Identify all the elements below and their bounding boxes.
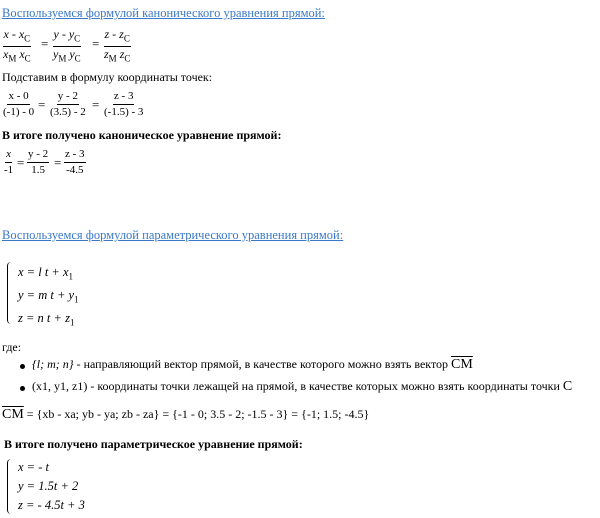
- parametric-result-heading: В итоге получено параметрическое уравнение прямой:: [4, 437, 303, 451]
- denominator-a: x: [3, 47, 9, 62]
- denominator-b: z: [119, 47, 125, 62]
- vector-computation: [2, 407, 369, 423]
- numerator: z - z: [104, 27, 124, 41]
- equals-sign: =: [17, 155, 25, 170]
- system-brace: [7, 262, 14, 324]
- denominator-a: y: [53, 47, 59, 62]
- bullet-math: (x1, y1, z1): [32, 379, 88, 393]
- subscript: 1: [68, 271, 74, 282]
- denominator: (3.5) - 2: [50, 106, 86, 118]
- denominator: (-1) - 0: [3, 106, 35, 118]
- canonical-fraction-z: [103, 28, 131, 66]
- substitute-text: Подставим в формулу координаты точек:: [2, 70, 213, 84]
- vector-cm-label: $\overline{CM}$: [451, 357, 473, 372]
- subscript: M: [58, 53, 67, 64]
- result-fraction-x: [3, 148, 14, 177]
- parametric-formula-link[interactable]: Воспользуемся формулой параметрического уравнения прямой:: [2, 228, 344, 242]
- equals-sign: =: [54, 155, 62, 170]
- system-text: y = m t + y: [18, 288, 75, 302]
- point-c-label: C: [562, 379, 573, 394]
- system-text: x = l t + x: [18, 265, 69, 279]
- denominator-b: x: [19, 47, 25, 62]
- system-line-z: [18, 311, 74, 328]
- bullet-point-coords: [32, 379, 572, 395]
- subscript: C: [24, 33, 31, 44]
- subscript: C: [123, 33, 130, 44]
- subst-fraction-y: [49, 90, 87, 119]
- subscript: M: [108, 53, 117, 64]
- where-label: где:: [2, 340, 22, 354]
- result-line-y: y = 1.5t + 2: [18, 479, 79, 493]
- denominator: -4.5: [66, 164, 84, 176]
- bullet-text: - направляющий вектор прямой, в качестве которого можно взять вектор: [73, 357, 452, 371]
- numerator: y - 2: [27, 148, 49, 163]
- equals-sign: =: [38, 97, 46, 112]
- numerator: x: [5, 148, 12, 163]
- system-line-x: [18, 265, 73, 282]
- system-text: z = n t + z: [18, 311, 70, 325]
- canonical-fraction-y: [52, 28, 82, 66]
- denominator: -1: [4, 164, 14, 176]
- numerator: x - x: [3, 27, 25, 41]
- subscript: 1: [69, 317, 75, 328]
- bullet-dot: [20, 364, 25, 369]
- numerator: y - y: [53, 27, 75, 41]
- numerator: x - 0: [7, 90, 29, 105]
- equals-sign: =: [92, 36, 100, 51]
- subscript: C: [74, 53, 81, 64]
- subscript: M: [8, 53, 17, 64]
- denominator: (-1.5) - 3: [104, 106, 144, 118]
- vector-expression: = {xb - xa; yb - ya; zb - za} = {-1 - 0; 3.5 - 2; -1.5 - 3} = {-1; 1.5; -4.5}: [26, 407, 370, 421]
- result-line-z: z = - 4.5t + 3: [18, 498, 85, 512]
- system-line-y: [18, 288, 79, 305]
- subst-fraction-x: [2, 90, 35, 119]
- equals-sign: =: [41, 36, 49, 51]
- subscript: C: [24, 53, 31, 64]
- bullet-dot: [20, 386, 25, 391]
- numerator: z - 3: [113, 90, 135, 105]
- result-fraction-y: [27, 148, 49, 177]
- bullet-text: - координаты точки лежащей на прямой, в качестве которых можно взять координаты точки: [87, 379, 563, 393]
- subscript: C: [124, 53, 131, 64]
- vector-name: $\overline{CM}$: [2, 407, 24, 422]
- canonical-result-heading: В итоге получено каноническое уравнение прямой:: [2, 128, 282, 142]
- numerator: z - 3: [64, 148, 86, 163]
- canonical-formula-link[interactable]: Воспользуемся формулой канонического уравнения прямой:: [2, 6, 325, 20]
- result-fraction-z: [64, 148, 86, 177]
- numerator: y - 2: [57, 90, 79, 105]
- result-line-x: x = - t: [18, 460, 49, 474]
- denominator: 1.5: [31, 164, 45, 176]
- result-system-brace: [7, 459, 14, 514]
- equals-sign: =: [92, 97, 100, 112]
- bullet-math: {l; m; n}: [32, 357, 74, 371]
- subscript: 1: [74, 294, 79, 305]
- denominator-a: z: [104, 47, 109, 62]
- canonical-fraction-x: [2, 28, 32, 66]
- subscript: C: [74, 33, 81, 44]
- bullet-direction-vector: [32, 357, 473, 373]
- denominator-b: y: [69, 47, 75, 62]
- subst-fraction-z: [103, 90, 144, 119]
